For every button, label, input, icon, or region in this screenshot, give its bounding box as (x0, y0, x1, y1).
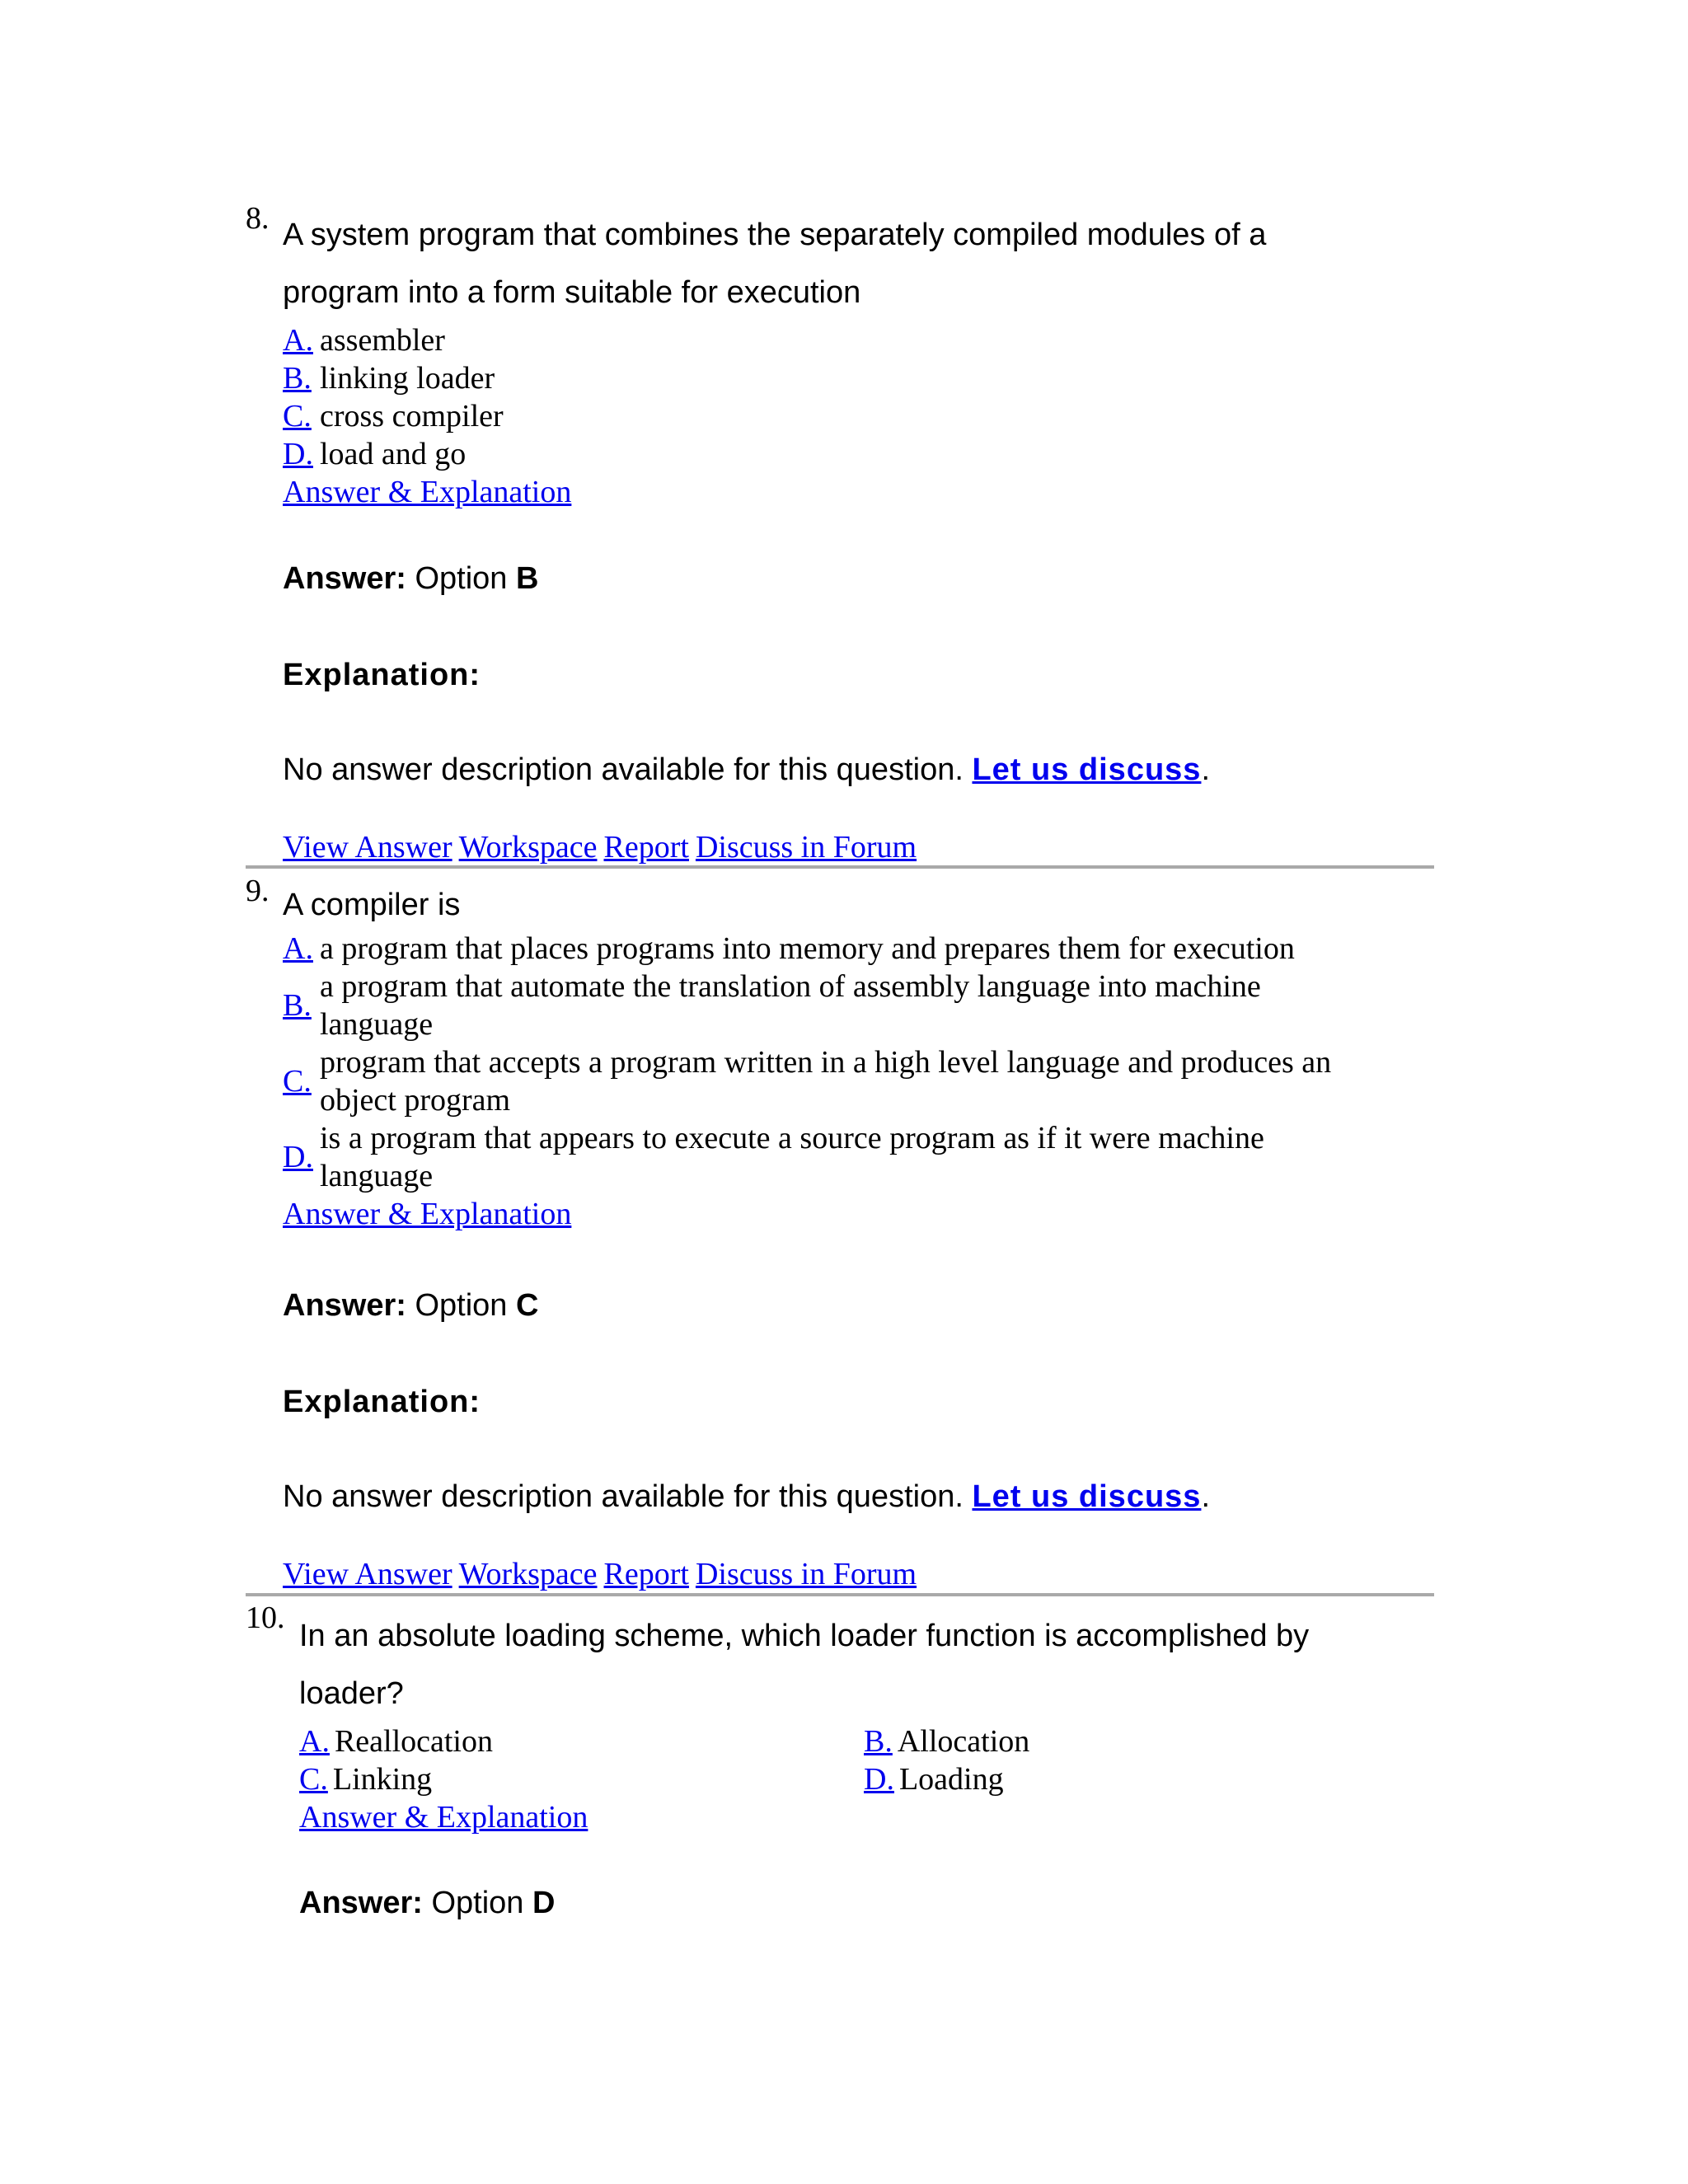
discuss-in-forum-link[interactable]: Discuss in Forum (695, 830, 917, 865)
answer-explanation-link[interactable]: Answer & Explanation (299, 1800, 588, 1835)
option-c-text-line1: program that accepts a program written in a high level language and produces an (320, 1045, 1332, 1080)
option-b-link[interactable]: B. (283, 988, 312, 1023)
option-c-link[interactable]: C. (283, 1064, 312, 1099)
option-c-text-line2: object program (320, 1083, 511, 1118)
option-d-link[interactable]: D. (283, 1140, 313, 1174)
explanation-heading: Explanation: (283, 1385, 481, 1419)
separator-rule (246, 1593, 1434, 1596)
option-b-text-line2: language (320, 1007, 434, 1042)
option-a (299, 1722, 493, 1760)
answer-label: Answer: (283, 1288, 406, 1323)
answer-label: Answer: (283, 561, 406, 596)
question-body (283, 206, 1437, 511)
question-number: 8. (246, 201, 270, 236)
explanation-heading: Explanation: (283, 658, 481, 692)
answer-line (299, 1887, 555, 1919)
view-answer-link[interactable]: View Answer (283, 1557, 452, 1591)
option-c (283, 397, 1437, 435)
answer-label: Answer: (299, 1886, 423, 1920)
option-d (283, 1119, 1437, 1195)
answer-prefix: Option (415, 1288, 508, 1323)
option-d-text-line2: language (320, 1159, 434, 1193)
question-text-line: A system program that combines the separately compiled modules of a (283, 218, 1267, 252)
option-d-link[interactable]: D. (283, 437, 313, 471)
answer-prefix: Option (431, 1886, 524, 1920)
question-text (299, 1607, 1437, 1722)
answer-option: C (516, 1288, 539, 1323)
options-grid (299, 1722, 1437, 1798)
explanation-text (283, 1481, 1210, 1512)
question-body (283, 880, 1437, 1233)
option-c (299, 1760, 432, 1798)
option-b-text-line1: a program that automate the translation of assembly language into machine (320, 969, 1261, 1004)
option-b-text: linking loader (320, 361, 495, 396)
option-c-text: Linking (332, 1762, 433, 1797)
report-link[interactable]: Report (603, 830, 689, 865)
question-toolbar (283, 832, 923, 863)
view-answer-link[interactable]: View Answer (283, 830, 452, 865)
option-a-link[interactable]: A. (299, 1724, 330, 1759)
answer-option: D (532, 1886, 556, 1920)
workspace-link[interactable]: Workspace (458, 1557, 598, 1591)
let-us-discuss-link[interactable]: Let us discuss (972, 752, 1202, 787)
option-c-link[interactable]: C. (299, 1762, 328, 1797)
option-a-text: Reallocation (334, 1724, 493, 1759)
option-b-link[interactable]: B. (283, 361, 312, 396)
explanation-text (283, 754, 1210, 785)
option-b (283, 968, 1437, 1043)
workspace-link[interactable]: Workspace (458, 830, 598, 865)
question-toolbar (283, 1558, 923, 1590)
option-c (283, 1043, 1437, 1119)
question-text-line: A compiler is (283, 888, 461, 922)
answer-explanation-link[interactable]: Answer & Explanation (283, 1197, 572, 1231)
question-text-line: loader? (299, 1676, 404, 1711)
option-a-text: a program that places programs into memory and prepares them for execution (320, 931, 1295, 966)
question-text (283, 206, 1437, 321)
separator-rule (246, 865, 1434, 869)
answer-line (283, 1290, 538, 1321)
option-d-text-line1: is a program that appears to execute a source program as if it were machine (320, 1121, 1264, 1155)
discuss-in-forum-link[interactable]: Discuss in Forum (695, 1557, 917, 1591)
option-a-text: assembler (320, 323, 445, 358)
explanation-body: No answer description available for this question. (283, 752, 964, 787)
option-a-link[interactable]: A. (283, 323, 313, 358)
option-a-link[interactable]: A. (283, 931, 313, 966)
question-number: 9. (246, 874, 270, 908)
option-c-text: cross compiler (320, 399, 504, 434)
question-number: 10. (246, 1601, 285, 1635)
question-text-line: program into a form suitable for execution (283, 275, 861, 310)
option-c-link[interactable]: C. (283, 399, 312, 434)
option-d-text: load and go (320, 437, 467, 471)
option-d (864, 1760, 1004, 1798)
explanation-period: . (1201, 1479, 1210, 1514)
option-a (283, 930, 1437, 968)
option-a (283, 321, 1437, 359)
let-us-discuss-link[interactable]: Let us discuss (972, 1479, 1202, 1514)
option-b-link[interactable]: B. (864, 1724, 893, 1759)
explanation-period: . (1201, 752, 1210, 787)
answer-explanation-link[interactable]: Answer & Explanation (283, 475, 572, 509)
answer-option: B (516, 561, 539, 596)
report-link[interactable]: Report (603, 1557, 689, 1591)
question-body (299, 1607, 1437, 1836)
option-b (283, 359, 1437, 397)
question-text-line: In an absolute loading scheme, which loader function is accomplished by (299, 1619, 1310, 1653)
answer-line (283, 563, 538, 594)
option-d-link[interactable]: D. (864, 1762, 894, 1797)
answer-prefix: Option (415, 561, 508, 596)
option-d-text: Loading (898, 1762, 1004, 1797)
option-b (864, 1722, 1029, 1760)
option-b-text: Allocation (897, 1724, 1030, 1759)
option-d (283, 435, 1437, 473)
explanation-body: No answer description available for this question. (283, 1479, 964, 1514)
question-text (283, 880, 1437, 930)
